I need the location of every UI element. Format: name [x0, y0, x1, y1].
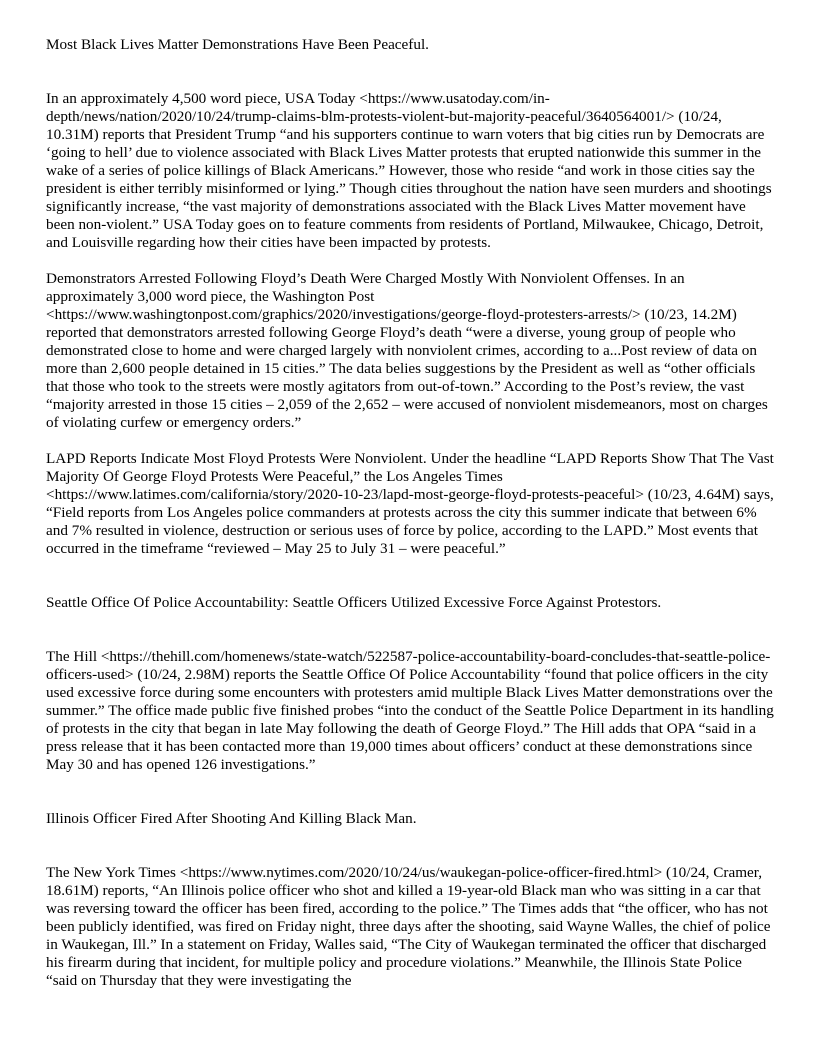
section-heading: Illinois Officer Fired After Shooting And Killing Black Man.	[46, 810, 417, 827]
section-heading: Seattle Office Of Police Accountability: Seattle Officers Utilized Excessive Force Against Protestors.	[46, 594, 662, 611]
spacer	[46, 252, 774, 270]
spacer	[46, 432, 774, 450]
document-page	[46, 36, 774, 990]
section-heading: Most Black Lives Matter Demonstrations Have Been Peaceful.	[46, 36, 429, 53]
spacer	[46, 774, 774, 810]
spacer	[46, 828, 774, 864]
paragraph: LAPD Reports Indicate Most Floyd Protests Were Nonviolent. Under the headline “LAPD Reports Show That The Vast Majority Of George Floyd Protests Were Peaceful,” the Los Angeles Times <https://www.latimes.com/california/story/2020-10-23/lapd-most-george-floyd-protests-peaceful> (10/23, 4.64M) says, “Field reports from Los Angeles police commanders at protests across the city this summer indicate that between 6% and 7% resulted in violence, destruction or serious uses of force by police, according to the LAPD.” Most events that occurred in the timeframe “reviewed – May 25 to July 31 – were peaceful.”	[46, 450, 774, 557]
paragraph: Demonstrators Arrested Following Floyd’s Death Were Charged Mostly With Nonviolent Offenses. In an approximately 3,000 word piece, the Washington Post <https://www.washingtonpost.com/graphics/2020/investigations/george-floyd-protesters-arrests/> (10/23, 14.2M) reported that demonstrators arrested following George Floyd’s death “were a diverse, young group of people who demonstrated close to home and were charged largely with nonviolent crimes, according to a...Post review of data on more than 2,600 people detained in 15 cities.” The data belies suggestions by the President as well as “other officials that those who took to the streets were mostly agitators from out-of-town.” According to the Post’s review, the vast “majority arrested in those 15 cities – 2,059 of the 2,652 – were accused of nonviolent misdemeanors, most on charges of violating curfew or emergency orders.”	[46, 270, 768, 431]
paragraph: In an approximately 4,500 word piece, USA Today <https://www.usatoday.com/in-depth/news/nation/2020/10/24/trump-claims-blm-protests-violent-but-majority-peaceful/3640564001/> (10/24, 10.31M) reports that President Trump “and his supporters continue to warn voters that big cities run by Democrats are ‘going to hell’ due to violence associated with Black Lives Matter protests that erupted nationwide this summer in the wake of a series of police killings of Black Americans.” However, those who reside “and work in those cities say the president is either terribly misinformed or lying.” Though cities throughout the nation have seen murders and shootings significantly increase, “the vast majority of demonstrations associated with the Black Lives Matter movement have been non-violent.” USA Today goes on to feature comments from residents of Portland, Milwaukee, Chicago, Detroit, and Louisville regarding how their cities have been impacted by protests.	[46, 90, 772, 251]
spacer	[46, 558, 774, 594]
spacer	[46, 612, 774, 648]
paragraph: The Hill <https://thehill.com/homenews/state-watch/522587-police-accountability-board-concludes-that-seattle-police-officers-used> (10/24, 2.98M) reports the Seattle Office Of Police Accountability “found that police officers in the city used excessive force during some encounters with protesters amid multiple Black Lives Matter demonstrations over the summer.” The office made public five finished probes “into the conduct of the Seattle Police Department in its handling of protests in the city that began in late May following the death of George Floyd.” The Hill adds that OPA “said in a press release that it has been contacted more than 19,000 times about officers’ conduct at these demonstrations since May 30 and has opened 126 investigations.”	[46, 648, 774, 773]
paragraph: The New York Times <https://www.nytimes.com/2020/10/24/us/waukegan-police-officer-fired.html> (10/24, Cramer, 18.61M) reports, “An Illinois police officer who shot and killed a 19-year-old Black man who was sitting in a car that was reversing toward the officer has been fired, according to the police.” The Times adds that “the officer, who has not been publicly identified, was fired on Friday night, three days after the shooting, said Wayne Walles, the chief of police in Waukegan, Ill.” In a statement on Friday, Walles said, “The City of Waukegan terminated the officer that discharged his firearm during that incident, for multiple policy and procedure violations.” Meanwhile, the Illinois State Police “said on Thursday that they were investigating the	[46, 864, 771, 989]
spacer	[46, 54, 774, 90]
